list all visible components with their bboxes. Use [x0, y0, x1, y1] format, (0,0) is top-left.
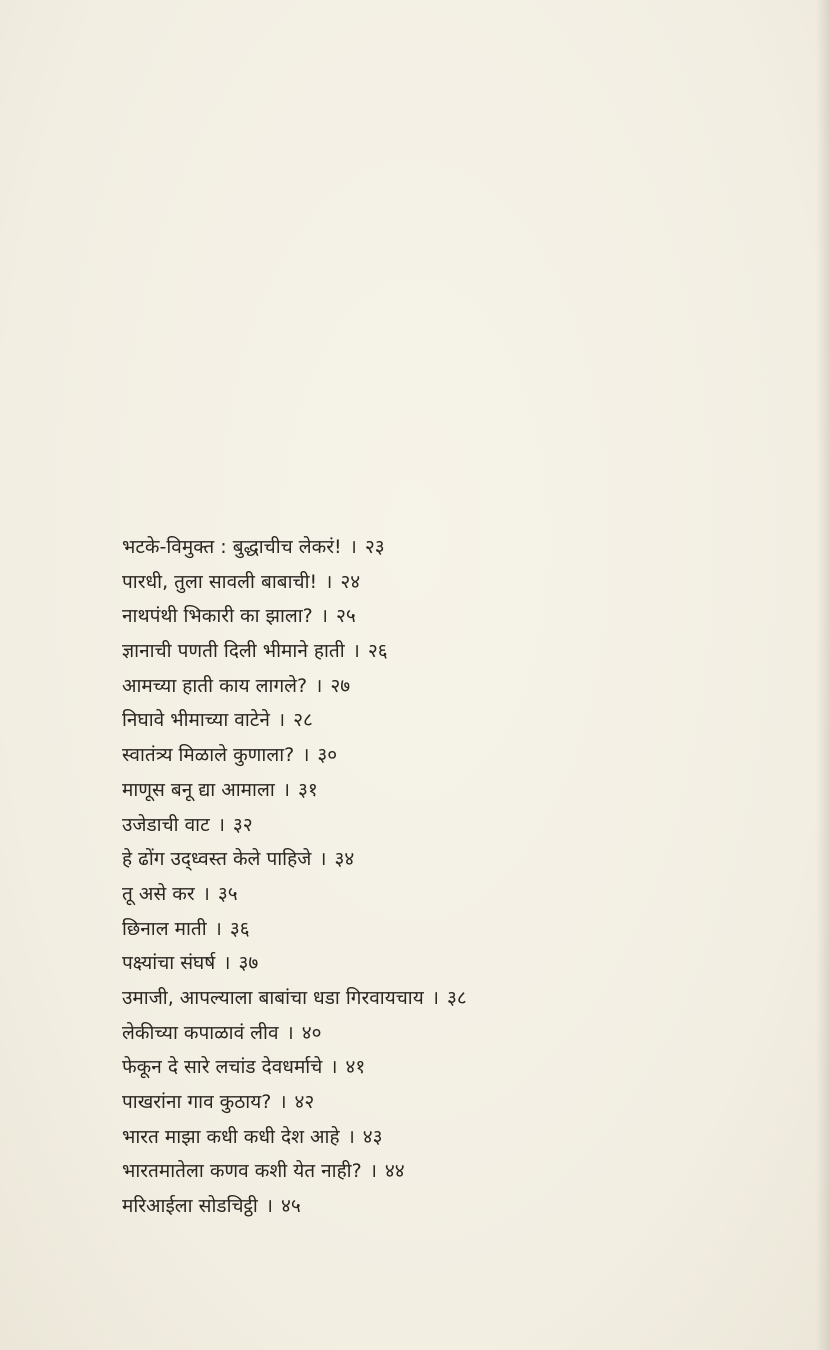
separator: । [369, 1160, 377, 1183]
toc-entry-page: ३१ [297, 778, 318, 801]
toc-entry-page: २७ [330, 674, 351, 697]
toc-entry [122, 1120, 682, 1155]
toc-entry [122, 981, 682, 1016]
separator: । [265, 1195, 273, 1218]
separator: । [214, 917, 222, 940]
toc-entry-title: भारत माझा कधी कधी देश आहे [122, 1125, 340, 1148]
toc-entry-title: भटके-विमुक्त : बुद्धाचीच लेकरं! [122, 536, 342, 558]
toc-entry [122, 599, 682, 634]
toc-entry [122, 703, 682, 738]
toc-entry-page: ३२ [232, 813, 253, 836]
toc-entry [122, 808, 682, 843]
toc-entry [122, 530, 682, 565]
toc-entry-title: आमच्या हाती काय लागले? [122, 674, 308, 697]
toc-entry [122, 1085, 682, 1120]
separator: । [282, 778, 290, 801]
toc-entry-page: ३८ [446, 986, 467, 1009]
separator: । [279, 1091, 287, 1113]
separator: । [347, 1125, 355, 1148]
toc-entry-title: मरिआईला सोडचिट्ठी [122, 1195, 258, 1218]
toc-entry-page: ३० [317, 744, 338, 767]
table-of-contents [122, 530, 682, 1224]
page-edge-shadow [816, 0, 830, 1350]
toc-entry [122, 773, 682, 808]
toc-entry-page: २८ [293, 709, 313, 732]
toc-entry-title: ज्ञानाची पणती दिली भीमाने हाती [122, 640, 345, 663]
toc-entry-title: पक्ष्यांचा संघर्ष [122, 952, 216, 975]
toc-entry [122, 738, 682, 773]
toc-entry-title: भारतमातेला कणव कशी येत नाही? [122, 1160, 362, 1183]
toc-entry-title: हे ढोंग उद्ध्वस्त केले पाहिजे [122, 848, 312, 871]
toc-entry-page: ३६ [229, 917, 250, 940]
separator: । [319, 848, 327, 871]
toc-entry-title: उमाजी, आपल्याला बाबांचा धडा गिरवायचाय [122, 986, 424, 1009]
toc-entry-page: २३ [364, 536, 385, 558]
toc-entry-page: ४५ [280, 1195, 301, 1218]
toc-entry [122, 565, 682, 600]
toc-entry-title: उजेडाची वाट [122, 813, 210, 836]
separator: । [330, 1056, 338, 1079]
toc-entry-page: ३५ [217, 882, 238, 905]
toc-entry [122, 1154, 682, 1189]
separator: । [217, 813, 225, 836]
toc-entry-title: तू असे कर [122, 882, 195, 905]
toc-entry-title: छिनाल माती [122, 917, 207, 940]
toc-entry-page: २४ [340, 570, 361, 593]
toc-entry-page: ३४ [334, 848, 355, 871]
separator: । [325, 570, 333, 593]
toc-entry [122, 842, 682, 877]
toc-entry-page: २५ [335, 605, 356, 628]
separator: । [286, 1021, 294, 1044]
toc-entry-title: माणूस बनू द्या आमाला [122, 778, 275, 801]
separator: । [320, 605, 328, 628]
toc-entry-page: २६ [367, 640, 388, 663]
toc-entry [122, 912, 682, 947]
separator: । [315, 674, 323, 697]
toc-entry-page: ४० [301, 1021, 322, 1044]
separator: । [349, 536, 357, 558]
toc-entry [122, 946, 682, 981]
toc-entry [122, 877, 682, 912]
separator: । [202, 882, 210, 905]
toc-entry-page: ४३ [362, 1125, 383, 1148]
separator: । [223, 952, 231, 975]
toc-entry-title: निघावे भीमाच्या वाटेने [122, 709, 270, 732]
toc-entry-title: पारधी, तुला सावली बाबाची! [122, 570, 318, 593]
toc-entry [122, 634, 682, 669]
toc-entry [122, 1189, 682, 1224]
toc-entry [122, 669, 682, 704]
separator: । [431, 986, 439, 1009]
separator: । [352, 640, 360, 663]
toc-entry-page: ४२ [294, 1091, 315, 1113]
toc-entry-title: पाखरांना गाव कुठाय? [122, 1091, 272, 1113]
separator: । [302, 744, 310, 767]
toc-entry-title: नाथपंथी भिकारी का झाला? [122, 605, 313, 628]
toc-entry-page: ४१ [345, 1056, 366, 1079]
toc-entry-title: लेकीच्या कपाळावं लीव [122, 1021, 279, 1044]
toc-entry-page: ३७ [238, 952, 259, 975]
separator: । [277, 709, 286, 732]
toc-entry [122, 1050, 682, 1085]
toc-entry-page: ४४ [384, 1160, 405, 1183]
toc-entry-title: स्वातंत्र्य मिळाले कुणाला? [122, 744, 295, 767]
toc-entry-title: फेकून दे सारे लचांड देवधर्माचे [122, 1056, 323, 1079]
toc-entry [122, 1016, 682, 1051]
